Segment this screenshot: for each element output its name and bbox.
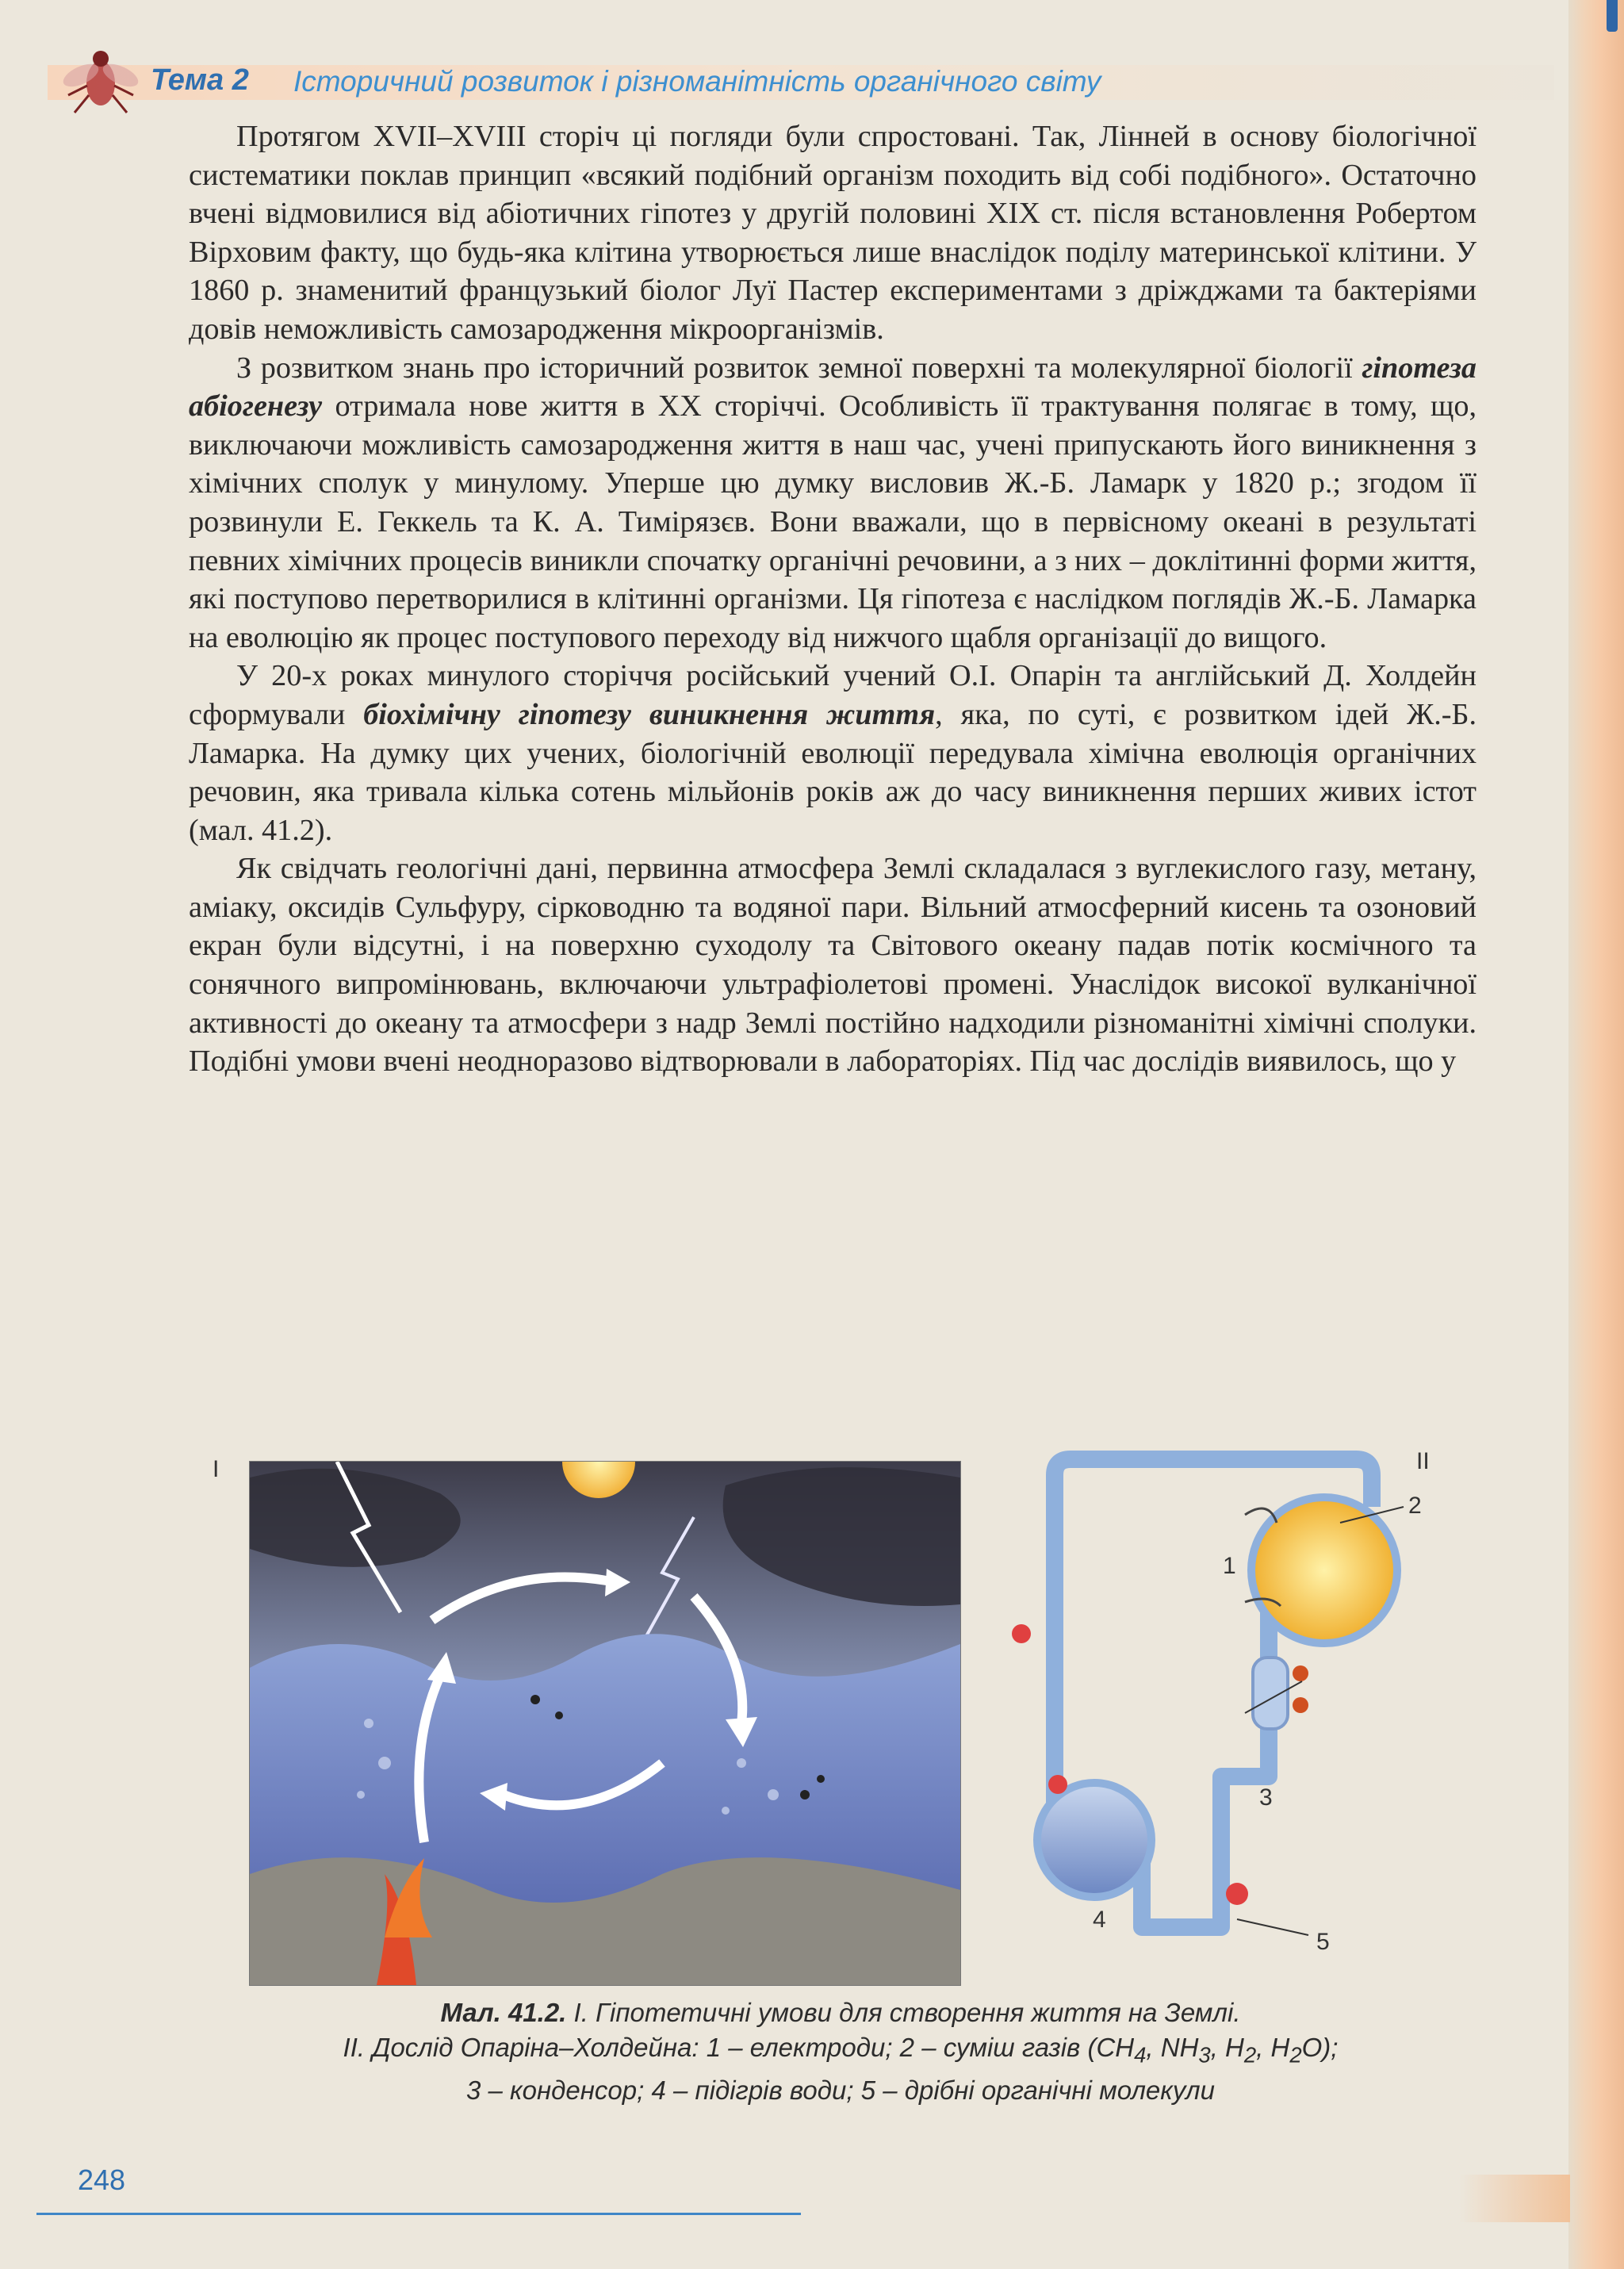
paragraph-3 <box>189 657 1477 849</box>
caption-formula: O); <box>1301 2033 1339 2062</box>
paragraph-3-end: , яка, по суті, є розвитком ідей Ж.-Б. Ламарка. На думку цих учених, біологічній еволюції передувала хімічна еволюція органічних речовин, яка тривала кілька сотень мільйонів років аж до часу виникнення перших живих істот (мал. 41.2). <box>189 697 1477 847</box>
paragraph-2-end: отримала нове життя в XX сторіччі. Особливість її трактування полягає в тому, що, виключаючи можливість самозародження життя в наш час, учені припускають його виникнення з хімічних сполук у минулому. Уперше цю думку висловив Ж.-Б. Ламарк у 1820 р.; згодом її розвинули Е. Геккель та К. А. Тимірязєв. Вони вважали, що в первісному океані в результаті певних хімічних процесів виникли спочатку органічні речовини, а з них – доклітинні форми життя, які поступово перетворилися в клітинні організми. Ця гіпотеза є наслідком поглядів Ж.-Б. Ламарка на еволюцію як процес поступового переходу від нижчого щабля організації до вищого. <box>189 389 1477 654</box>
page-header <box>48 57 1570 108</box>
paragraph-3-start: У 20-х роках минулого сторіччя російський учений О.І. Опарін та англійський Д. Холдейн сформували <box>189 659 1477 731</box>
subscript: 4 <box>1134 2042 1147 2068</box>
oparin-haldane-apparatus <box>1007 1443 1451 1999</box>
bookmark-tab <box>1607 0 1618 32</box>
caption-number: Мал. 41.2. <box>440 1998 567 2027</box>
caption-formula: , H <box>1210 2033 1244 2062</box>
apparatus-label-5: 5 <box>1316 1929 1330 1955</box>
page-number: 248 <box>78 2164 126 2196</box>
apparatus-label-3: 3 <box>1259 1784 1273 1811</box>
paragraph-1: Протягом XVII–XVIII сторіч ці погляди були спростовані. Так, Лінней в основу біологічної систематики поклав принцип «всякий подібний організм походить від собі подібного». Остаточно вчені відмовилися від абіотичних гіпотез у другій половині XIX ст. після встановлення Робертом Вірховим факту, що будь-яка клітина утворюється лише внаслідок поділу материнської клітини. У 1860 р. знаменитий французький біолог Луї Пастер експериментами з дріжджами та бактеріями довів неможливість самозародження мікроорганізмів. <box>189 120 1477 346</box>
page-edge <box>1568 0 1624 2269</box>
body-text <box>189 117 1477 1081</box>
topic-label: Тема 2 <box>151 63 249 97</box>
fly-icon <box>57 40 144 119</box>
caption-formula: , NH <box>1146 2033 1199 2062</box>
paragraph-4: Як свідчать геологічні дані, первинна атмосфера Землі складалася з вуглекислого газу, метану, аміаку, оксидів Сульфуру, сірководню та водяної пари. Вільний атмосферний кисень та озоновий екран були відсутні, і на поверхню суходолу та Світового океану падав потік космічного та сонячного випромінювань, включаючи ультрафіолетові промені. Унаслідок високої вулканічної активності до океану та атмосфери з надр Землі постійно надходили різноманітні хімічні сполуки. Подібні умови вчені неодноразово відтворювали в лабораторіях. Під час дослідів виявилось, що у <box>189 852 1477 1079</box>
caption-line-3: 3 – конденсор; 4 – підігрів води; 5 – дрібні органічні молекули <box>466 2075 1215 2105</box>
caption-formula: , H <box>1256 2033 1290 2062</box>
figure-caption <box>238 1995 1443 2108</box>
caption-line-1 <box>238 1995 1443 2030</box>
footer-line <box>36 2213 801 2215</box>
early-earth-illustration <box>249 1461 961 1986</box>
early-earth-drawing <box>250 1462 960 1985</box>
figure-label-i: I <box>213 1456 220 1482</box>
figure-label-ii: II <box>1416 1448 1430 1474</box>
subscript: 2 <box>1289 2042 1302 2068</box>
subscript: 2 <box>1243 2042 1257 2068</box>
apparatus-label-4: 4 <box>1093 1907 1106 1933</box>
topic-title: Історичний розвиток і різноманітність органічного світу <box>293 65 1101 98</box>
apparatus-drawing <box>1007 1443 1451 1999</box>
subscript: 3 <box>1198 2042 1211 2068</box>
caption-line-2 <box>238 2030 1443 2073</box>
caption-text-1: I. Гіпотетичні умови для створення життя на Землі. <box>573 1998 1241 2027</box>
paragraph-2 <box>189 349 1477 657</box>
apparatus-label-1: 1 <box>1223 1553 1236 1579</box>
apparatus-label-2: 2 <box>1408 1493 1422 1519</box>
term-biochemical-hypothesis: біохімічну гіпотезу виникнення життя <box>363 697 936 731</box>
paragraph-2-start: З розвитком знань про історичний розвиток земної поверхні та молекулярної біології <box>236 351 1362 385</box>
footer-band <box>1459 2175 1570 2222</box>
term-abiogenesis: гіпотеза абіогенезу <box>189 351 1477 424</box>
caption-text-2: II. Дослід Опаріна–Холдейна: 1 – електроди; 2 – суміш газів (CH <box>343 2033 1135 2062</box>
